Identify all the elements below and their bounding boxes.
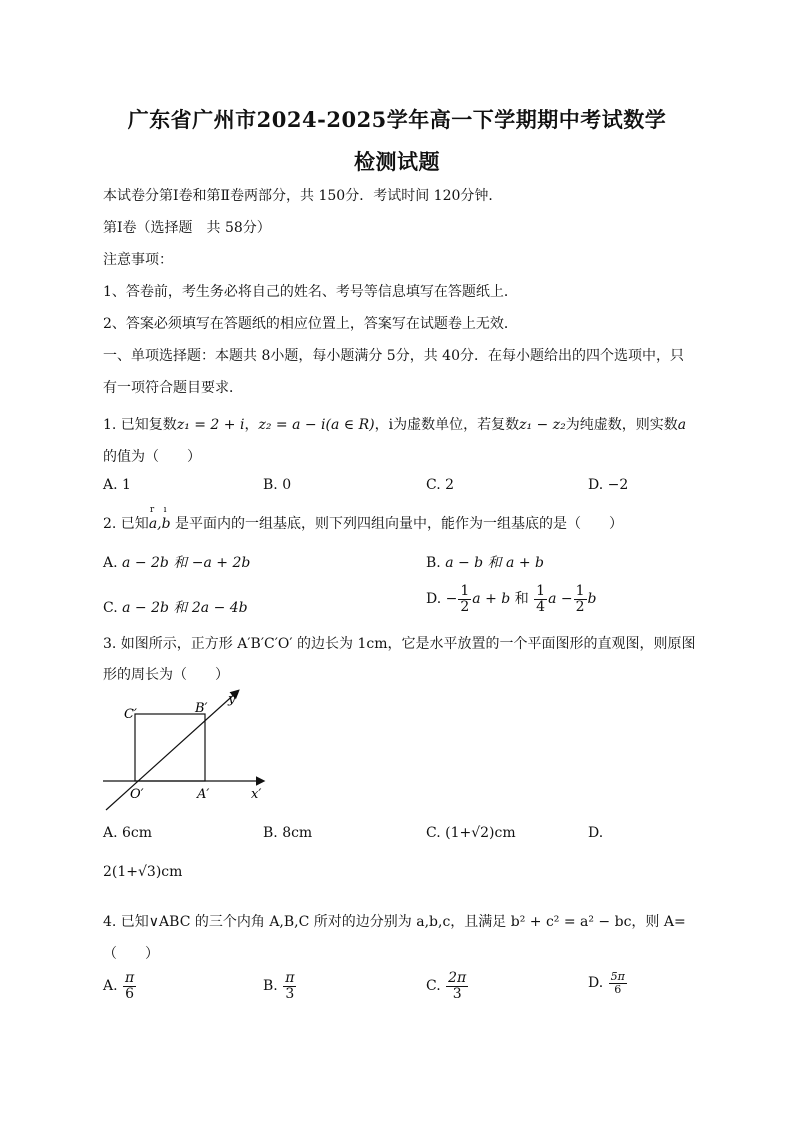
label-c: C′	[124, 707, 137, 722]
q4-option-c[interactable]: C. $\frac{2\pi}{3}$	[426, 970, 467, 1002]
part-heading-cont: 有一项符合题目要求．	[103, 380, 243, 396]
q3-option-c[interactable]: C. (1+√2)cm	[426, 825, 516, 841]
q1-option-c[interactable]: C. 2	[426, 477, 455, 493]
q3-option-a[interactable]: A. 6cm	[103, 825, 153, 841]
notice-item-2: 2、答案必须填写在答题纸的相应位置上，答案写在试题卷上无效．	[103, 316, 518, 332]
question-2-stem: 2. 已知r a,ı b 是平面内的一组基底，则下列四组向量中，能作为一组基底的是（ ）	[103, 513, 623, 533]
label-x: x′	[251, 787, 262, 802]
q1-option-a[interactable]: A. 1	[103, 477, 131, 493]
q1-option-d[interactable]: D. −2	[588, 477, 629, 493]
basis-vectors: r a,ı b	[149, 516, 171, 532]
section-heading: 第Ⅰ卷（选择题 共 58分）	[103, 220, 271, 236]
page-title-line1: 广东省广州市2024-2025学年高一下学期期中考试数学	[127, 107, 667, 132]
z-diff-expr: z₁ − z₂	[519, 417, 566, 433]
label-b: B′	[195, 701, 208, 716]
question-3-stem: 3. 如图所示，正方形 A′B′C′O′ 的边长为 1cm，它是水平放置的一个平面图形的直观图，则原图	[103, 636, 696, 652]
z1-expr: z₁ = 2 + i	[176, 417, 245, 433]
q3-option-d[interactable]: D.	[588, 825, 604, 841]
question-4-stem: 4. 已知∨ABC 的三个内角 A,B,C 所对的边分别为 a,b,c，且满足 b² + c² = a² − bc，则 A=	[103, 914, 686, 930]
page-title-line2: 检测试题	[354, 149, 440, 174]
q4-option-b[interactable]: B. $\frac{\pi}{3}$	[263, 970, 295, 1002]
question-1-stem-cont: 的值为（ ）	[103, 449, 201, 465]
question-1-stem: 1. 已知复数z₁ = 2 + i，z₂ = a − i(a ∈ R)，i为虚数单位，若复数z₁ − z₂为纯虚数，则实数a	[103, 417, 687, 433]
q2-option-a[interactable]: A. a − 2b 和 −a + 2b	[103, 555, 251, 571]
square-shape	[135, 714, 205, 781]
label-a: A′	[197, 787, 210, 802]
q2-option-b[interactable]: B. a − b 和 a + b	[426, 555, 544, 571]
square-diagram	[98, 688, 298, 818]
question-4-stem-cont: （ ）	[103, 946, 159, 962]
part-heading: 一、单项选择题：本题共 8小题，每小题满分 5分，共 40分．在每小题给出的四个选项中，只	[103, 348, 684, 364]
notice-item-1: 1、答卷前，考生务必将自己的姓名、考号等信息填写在答题纸上．	[103, 284, 518, 300]
q4-option-a[interactable]: A. $\frac{\pi}{6}$	[103, 970, 135, 1002]
notice-heading: 注意事项：	[103, 252, 173, 268]
q3-option-b[interactable]: B. 8cm	[263, 825, 313, 841]
q2-option-d[interactable]: D. − $\frac{1}{2}$ a + b 和 $\frac{1}{4}$ a − $\frac{1}{2}$ b	[426, 583, 597, 615]
q4-option-d[interactable]: D. $\frac{5\pi}{6}$	[588, 970, 625, 996]
q3-option-d-value: 2(1+√3)cm	[103, 864, 183, 880]
q2-option-c[interactable]: C. a − 2b 和 2a − 4b	[103, 600, 248, 616]
question-3-stem-cont: 形的周长为（ ）	[103, 667, 229, 683]
q1-option-b[interactable]: B. 0	[263, 477, 292, 493]
label-o: O′	[130, 787, 144, 802]
z2-expr: z₂ = a − i(a ∈ R)	[258, 417, 375, 433]
label-y: y′	[228, 692, 239, 707]
intro-text: 本试卷分第Ⅰ卷和第Ⅱ卷两部分，共 150分．考试时间 120分钟．	[103, 188, 503, 204]
